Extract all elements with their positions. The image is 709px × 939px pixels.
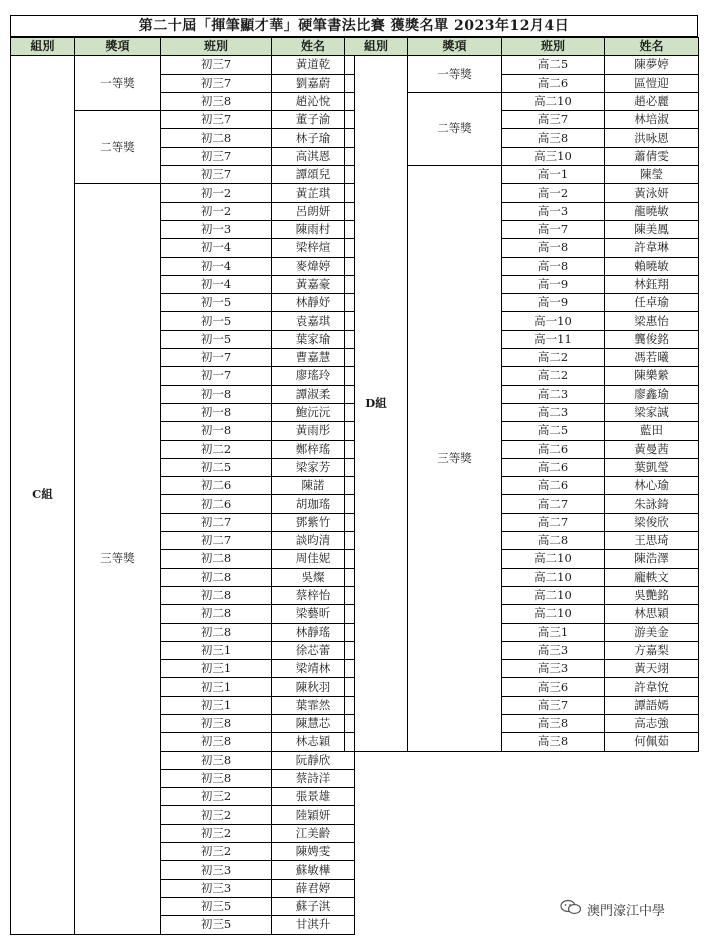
class-cell: 初一8: [161, 422, 272, 440]
name-cell: 趙必麗: [605, 92, 699, 110]
name-cell: 高志強: [605, 714, 699, 732]
class-cell: 初二8: [161, 586, 272, 604]
name-cell: 廖瑤玲: [272, 367, 355, 385]
class-cell: 高三7: [502, 696, 605, 714]
award-label: 二等獎: [408, 92, 502, 165]
name-cell: 高淇恩: [272, 147, 355, 165]
name-cell: 陳樂縈: [605, 367, 699, 385]
class-cell: 初二8: [161, 129, 272, 147]
class-cell: 高二3: [502, 385, 605, 403]
name-cell: 黃泳妍: [605, 184, 699, 202]
name-cell: 談昀清: [272, 532, 355, 550]
name-cell: 吳燦: [272, 568, 355, 586]
name-cell: 區愷迎: [605, 74, 699, 92]
name-cell: 陳娉雯: [272, 843, 355, 861]
class-cell: 高三3: [502, 641, 605, 659]
name-cell: 梁藝昕: [272, 605, 355, 623]
name-cell: 林子瑜: [272, 129, 355, 147]
class-cell: 高二8: [502, 532, 605, 550]
name-cell: 趙沁悅: [272, 92, 355, 110]
name-cell: 梁惠怡: [605, 312, 699, 330]
name-cell: 方嘉梨: [605, 641, 699, 659]
class-cell: 高二6: [502, 440, 605, 458]
table-header-row: [11, 38, 355, 56]
class-cell: 初一5: [161, 312, 272, 330]
class-cell: 高三8: [502, 714, 605, 732]
name-cell: 王思琦: [605, 532, 699, 550]
name-cell: 梁家芳: [272, 458, 355, 476]
class-cell: 初三8: [161, 92, 272, 110]
name-cell: 許韋琳: [605, 239, 699, 257]
name-cell: 黃天翊: [605, 660, 699, 678]
name-cell: 黃道乾: [272, 56, 355, 74]
name-cell: 譚淑柔: [272, 385, 355, 403]
header-award: 獎項: [75, 38, 161, 56]
name-cell: 陳夢婷: [605, 56, 699, 74]
class-cell: 高一9: [502, 275, 605, 293]
name-cell: 葉家瑜: [272, 330, 355, 348]
class-cell: 初三1: [161, 696, 272, 714]
class-cell: 初一7: [161, 349, 272, 367]
class-cell: 高二5: [502, 422, 605, 440]
school-watermark: [560, 898, 665, 920]
name-cell: 林培淑: [605, 111, 699, 129]
class-cell: 初三2: [161, 788, 272, 806]
header-award: 獎項: [408, 38, 502, 56]
name-cell: 葉凱瑩: [605, 458, 699, 476]
class-cell: 初三8: [161, 751, 272, 769]
class-cell: 初三5: [161, 897, 272, 915]
name-cell: 譚語嫣: [605, 696, 699, 714]
name-cell: 董子渝: [272, 111, 355, 129]
header-class: 班別: [502, 38, 605, 56]
name-cell: 陳浩澤: [605, 550, 699, 568]
class-cell: 高二2: [502, 367, 605, 385]
class-cell: 初一5: [161, 330, 272, 348]
class-cell: 初二7: [161, 513, 272, 531]
name-cell: 陳秋羽: [272, 678, 355, 696]
class-cell: 高一9: [502, 294, 605, 312]
name-cell: 梁家誠: [605, 403, 699, 421]
name-cell: 梁俊欣: [605, 513, 699, 531]
name-cell: 賴曉敏: [605, 257, 699, 275]
class-cell: 初二8: [161, 623, 272, 641]
header-name: 姓名: [605, 38, 699, 56]
table-header-row: [345, 38, 699, 56]
name-cell: 周佳妮: [272, 550, 355, 568]
class-cell: 高二7: [502, 513, 605, 531]
name-cell: 黃曼茜: [605, 440, 699, 458]
name-cell: 龍曉敏: [605, 202, 699, 220]
class-cell: 高二6: [502, 74, 605, 92]
class-cell: 高二6: [502, 477, 605, 495]
class-cell: 初三2: [161, 843, 272, 861]
group-c-table: [10, 37, 355, 935]
name-cell: 蘇敏樺: [272, 861, 355, 879]
class-cell: 高二2: [502, 349, 605, 367]
name-cell: 鄧紫竹: [272, 513, 355, 531]
class-cell: 高二10: [502, 586, 605, 604]
name-cell: 黃芷琪: [272, 184, 355, 202]
name-cell: 張景雄: [272, 788, 355, 806]
name-cell: 陳瑩: [605, 166, 699, 184]
class-cell: 高三1: [502, 623, 605, 641]
name-cell: 馮若曦: [605, 349, 699, 367]
header-group: 組別: [11, 38, 75, 56]
class-cell: 初三1: [161, 660, 272, 678]
name-cell: 梁靖林: [272, 660, 355, 678]
class-cell: 初二2: [161, 440, 272, 458]
class-cell: 高三8: [502, 129, 605, 147]
name-cell: 蘇子淇: [272, 897, 355, 915]
name-cell: 江美齡: [272, 824, 355, 842]
award-label: 一等獎: [408, 56, 502, 93]
name-cell: 林志穎: [272, 733, 355, 751]
header-group: 組別: [345, 38, 408, 56]
class-cell: 高二10: [502, 605, 605, 623]
class-cell: 高二3: [502, 403, 605, 421]
name-cell: 陳美鳳: [605, 220, 699, 238]
header-class: 班別: [161, 38, 272, 56]
name-cell: 蔡梓怡: [272, 586, 355, 604]
class-cell: 初一5: [161, 294, 272, 312]
name-cell: 龐軼文: [605, 568, 699, 586]
class-cell: 初三1: [161, 678, 272, 696]
name-cell: 譚頌兒: [272, 166, 355, 184]
group-d-table: [344, 37, 699, 752]
name-cell: 鮑沅沅: [272, 403, 355, 421]
name-cell: 何佩茹: [605, 733, 699, 751]
name-cell: 黃雨彤: [272, 422, 355, 440]
award-label: 三等獎: [75, 184, 161, 934]
class-cell: 高一10: [502, 312, 605, 330]
class-cell: 高二10: [502, 92, 605, 110]
class-cell: 高一1: [502, 166, 605, 184]
class-cell: 初一4: [161, 239, 272, 257]
award-label: 三等獎: [408, 166, 502, 752]
class-cell: 初二6: [161, 477, 272, 495]
name-cell: 薛君婷: [272, 879, 355, 897]
class-cell: 高二10: [502, 550, 605, 568]
class-cell: 高三6: [502, 678, 605, 696]
name-cell: 龔俊銘: [605, 330, 699, 348]
name-cell: 麥煒婷: [272, 257, 355, 275]
class-cell: 初三7: [161, 111, 272, 129]
name-cell: 林鈺翔: [605, 275, 699, 293]
class-cell: 初一2: [161, 202, 272, 220]
class-cell: 高二5: [502, 56, 605, 74]
class-cell: 初一8: [161, 385, 272, 403]
group-label: D組: [345, 56, 408, 751]
class-cell: 初三5: [161, 916, 272, 934]
name-cell: 劉嘉蔚: [272, 74, 355, 92]
class-cell: 高三8: [502, 733, 605, 751]
name-cell: 陳慧芯: [272, 714, 355, 732]
wechat-icon: [560, 899, 582, 919]
award-label: 二等獎: [75, 111, 161, 184]
name-cell: 陸穎妍: [272, 806, 355, 824]
name-cell: 朱詠錡: [605, 495, 699, 513]
class-cell: 初三7: [161, 56, 272, 74]
name-cell: 蕭倩雯: [605, 147, 699, 165]
class-cell: 高二6: [502, 458, 605, 476]
class-cell: 初三7: [161, 166, 272, 184]
name-cell: 廖鑫瑜: [605, 385, 699, 403]
name-cell: 徐芯蕾: [272, 641, 355, 659]
class-cell: 高三3: [502, 660, 605, 678]
class-cell: 初三3: [161, 861, 272, 879]
class-cell: 初三3: [161, 879, 272, 897]
name-cell: 葉霏然: [272, 696, 355, 714]
class-cell: 高一2: [502, 184, 605, 202]
name-cell: 林思穎: [605, 605, 699, 623]
class-cell: 初三2: [161, 824, 272, 842]
class-cell: 高二10: [502, 568, 605, 586]
school-name: 澳門濠江中學: [587, 903, 666, 919]
name-cell: 袁嘉琪: [272, 312, 355, 330]
name-cell: 林靜妤: [272, 294, 355, 312]
name-cell: 林心瑜: [605, 477, 699, 495]
class-cell: 初三8: [161, 769, 272, 787]
name-cell: 游美金: [605, 623, 699, 641]
class-cell: 初一2: [161, 184, 272, 202]
name-cell: 藍田: [605, 422, 699, 440]
name-cell: 阮靜欣: [272, 751, 355, 769]
class-cell: 高一7: [502, 220, 605, 238]
name-cell: 林靜瑤: [272, 623, 355, 641]
name-cell: 胡珈瑤: [272, 495, 355, 513]
class-cell: 初三8: [161, 714, 272, 732]
class-cell: 初一8: [161, 403, 272, 421]
name-cell: 呂朗妍: [272, 202, 355, 220]
award-label: 一等獎: [75, 56, 161, 111]
class-cell: 高一8: [502, 257, 605, 275]
class-cell: 初二8: [161, 568, 272, 586]
name-cell: 吳艷銘: [605, 586, 699, 604]
class-cell: 初三7: [161, 147, 272, 165]
name-cell: 梁梓煊: [272, 239, 355, 257]
class-cell: 高一8: [502, 239, 605, 257]
class-cell: 初三2: [161, 806, 272, 824]
class-cell: 高一11: [502, 330, 605, 348]
class-cell: 初二8: [161, 550, 272, 568]
name-cell: 蔡詩洋: [272, 769, 355, 787]
name-cell: 陳諾: [272, 477, 355, 495]
class-cell: 初二6: [161, 495, 272, 513]
name-cell: 鄭梓瑤: [272, 440, 355, 458]
name-cell: 黃嘉豪: [272, 275, 355, 293]
class-cell: 初二7: [161, 532, 272, 550]
class-cell: 高一3: [502, 202, 605, 220]
name-cell: 任卓瑜: [605, 294, 699, 312]
class-cell: 初一7: [161, 367, 272, 385]
name-cell: 曹嘉慧: [272, 349, 355, 367]
page-title: 第二十屆「揮筆顯才華」硬筆書法比賽 獲獎名單 2023年12月4日: [10, 15, 698, 37]
name-cell: 甘淇升: [272, 916, 355, 934]
table-row: [11, 56, 355, 74]
class-cell: 初二8: [161, 605, 272, 623]
class-cell: 高三10: [502, 147, 605, 165]
class-cell: 初一4: [161, 257, 272, 275]
header-name: 姓名: [272, 38, 355, 56]
group-label: C組: [11, 56, 75, 934]
name-cell: 洪咏恩: [605, 129, 699, 147]
name-cell: 許韋悅: [605, 678, 699, 696]
class-cell: 初一4: [161, 275, 272, 293]
class-cell: 初一3: [161, 220, 272, 238]
class-cell: 初二5: [161, 458, 272, 476]
class-cell: 高三7: [502, 111, 605, 129]
class-cell: 初三7: [161, 74, 272, 92]
class-cell: 高二7: [502, 495, 605, 513]
table-row: [345, 56, 699, 74]
class-cell: 初三8: [161, 733, 272, 751]
class-cell: 初三1: [161, 641, 272, 659]
name-cell: 陳雨村: [272, 220, 355, 238]
